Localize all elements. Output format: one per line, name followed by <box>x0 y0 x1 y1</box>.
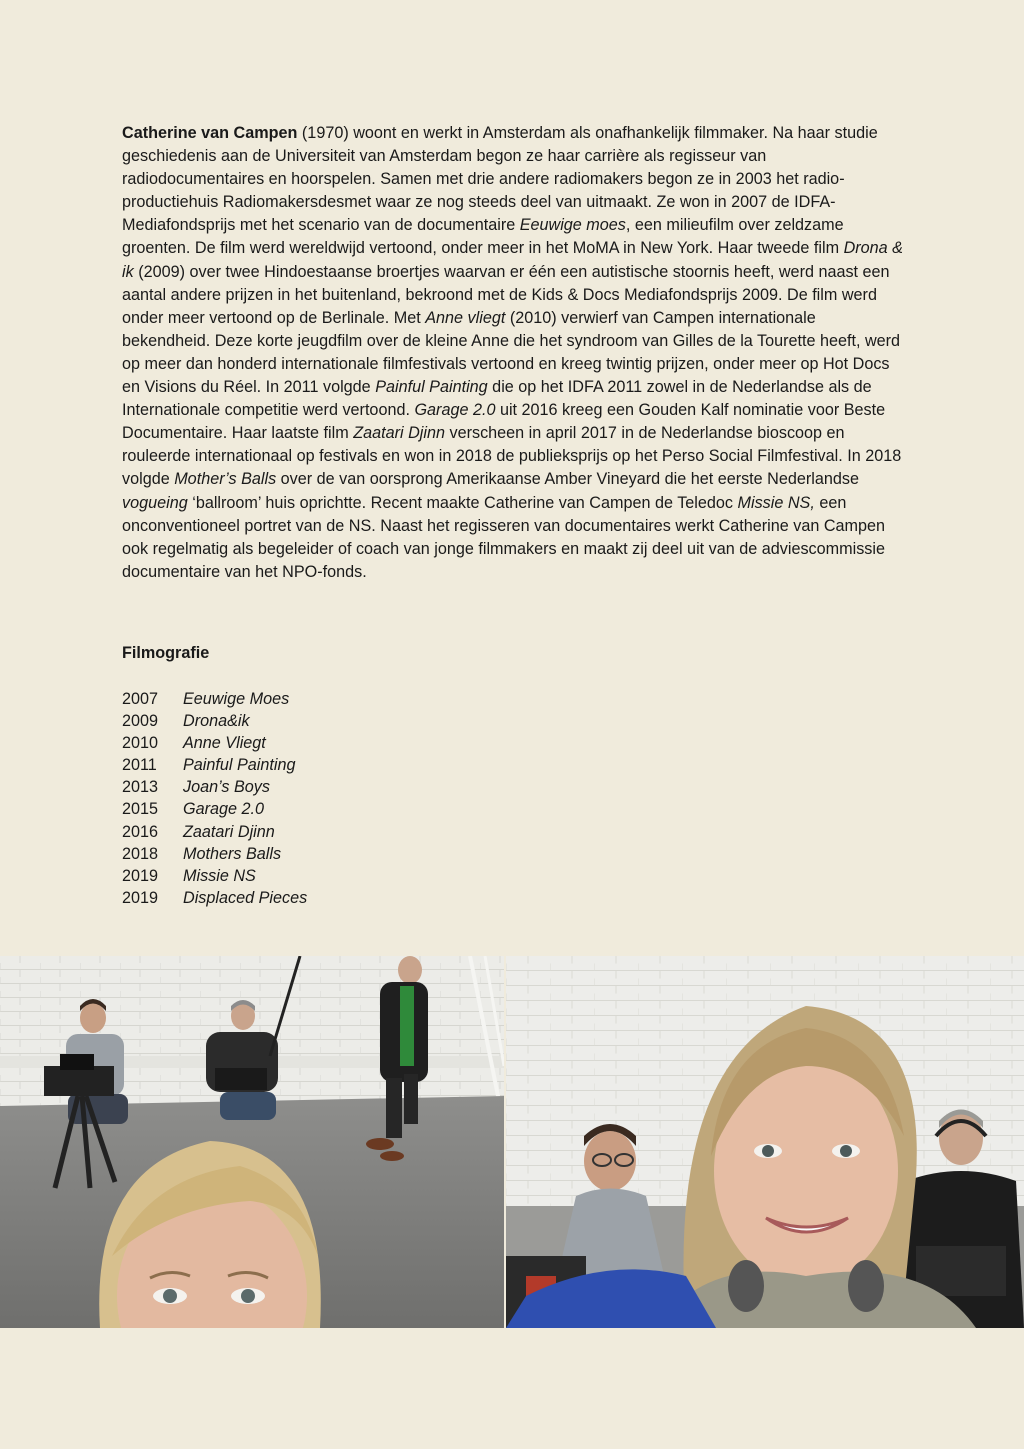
filmography-item <box>122 776 307 798</box>
film-year: 2009 <box>122 712 159 731</box>
film-title: Anne Vliegt <box>183 734 266 753</box>
filmography-item <box>122 754 307 776</box>
bio-film-title: Garage 2.0 <box>414 401 496 420</box>
bio-film-title: Mother’s Balls <box>174 470 277 489</box>
film-title: Joan’s Boys <box>183 778 270 797</box>
bio-film-title: Zaatari Djinn <box>353 424 445 443</box>
photo-film-crew-studio <box>0 956 504 1328</box>
filmography-item <box>122 688 307 710</box>
bio-text-segment: (1970) woont en werkt in Amsterdam als onafhankelijk filmmaker. Na haar studie geschiedenis aan de Universiteit van Amsterdam begon ze haar carrière als regisseur van radiodocumentaires en hoorspelen. Samen met drie andere radiomakers begon ze in 2003 het radio-productiehuis Radiomakersdesmet waar ze nog steeds deel van uitmaakt. Ze won in 2007 de IDFA-Mediafondsprijs met het scenario van de documentaire <box>122 124 878 235</box>
bio-text-segment: uit 2016 kreeg een Gouden Kalf nominatie voor Beste Documentaire. Haar laatste film <box>122 401 886 443</box>
filmography-item <box>122 865 307 887</box>
bio-film-title: Missie NS, <box>737 493 815 512</box>
film-title: Mothers Balls <box>183 844 282 863</box>
bio-text-segment: die op het IDFA 2011 zowel in de Nederlandse als de Internationale competitie werd vertoond. <box>122 378 872 420</box>
filmography-heading: Filmografie <box>122 644 210 662</box>
film-title: Zaatari Djinn <box>183 822 275 841</box>
bio-text-segment: ‘ballroom’ huis oprichtte. Recent maakte Catherine van Campen de Teledoc <box>187 493 738 512</box>
bio-paragraph <box>122 122 907 584</box>
bio-name: Catherine van Campen <box>122 124 298 142</box>
filmography-item <box>122 821 307 843</box>
bio-film-title: Eeuwige moes <box>519 216 626 235</box>
filmography-item <box>122 887 307 909</box>
film-title: Eeuwige Moes <box>183 690 290 708</box>
bio-film-title: Painful Painting <box>375 378 488 397</box>
filmography-item <box>122 710 307 732</box>
filmography-item <box>122 843 307 865</box>
film-title: Painful Painting <box>183 756 296 775</box>
film-title: Displaced Pieces <box>183 888 308 907</box>
bio-text-segment: , een milieufilm over zeldzame groenten. De film werd wereldwijd vertoond, onder meer in het MoMA in New York. Haar tweede film <box>122 216 844 258</box>
filmography-list <box>122 688 307 909</box>
bio-film-title: vogueing <box>122 493 188 512</box>
bio-text <box>122 124 903 581</box>
bio-text-segment: (2009) over twee Hindoestaanse broertjes waarvan er één een autistische stoornis heeft, werd naast een aantal andere prijzen in het buitenland, bekroond met de Kids & Docs Mediafondsprijs 2009. De film werd onder meer vertoond op de Berlinale. Met <box>122 262 890 327</box>
film-title: Missie NS <box>183 866 256 885</box>
bio-text-segment: verscheen in april 2017 in de Nederlandse bioscoop en rouleerde internationaal op festivals en won in 2018 de publieksprijs op het Perso Social Filmfestival. In 2018 volgde <box>122 424 902 489</box>
bio-film-title: Anne vliegt <box>425 308 506 327</box>
bio-text-segment: (2010) verwierf van Campen internationale bekendheid. Deze korte jeugdfilm over de kleine Anne die het syndroom van Gilles de la Tourette heeft, werd op meer dan honderd internationale filmfestivals vertoond en kreeg twintig prijzen, onder meer op Hot Docs en Visions du Réel. In 2011 volgde <box>122 308 901 397</box>
bio-film-title: Drona & ik <box>122 239 903 281</box>
film-year: 2019 <box>122 888 159 907</box>
film-year: 2011 <box>122 756 157 775</box>
film-title: Drona&ik <box>183 712 250 731</box>
film-year: 2018 <box>122 844 159 863</box>
film-year: 2015 <box>122 800 159 819</box>
film-year: 2013 <box>122 778 159 797</box>
film-title: Garage 2.0 <box>183 800 264 819</box>
film-year: 2010 <box>122 734 159 753</box>
bio-text-segment: over de van oorsprong Amerikaanse Amber Vineyard die het eerste Nederlandse <box>276 470 859 489</box>
film-year: 2007 <box>122 690 159 708</box>
photo-crew-selfie <box>506 956 1024 1328</box>
film-year: 2016 <box>122 822 159 841</box>
filmography-item <box>122 798 307 820</box>
bio-text-segment: een onconventioneel portret van de NS. Naast het regisseren van documentaires werkt Catherine van Campen ook regelmatig als begeleider of coach van jonge filmmakers en maakt zij deel uit van de adviescommissie documentaire van het NPO-fonds. <box>122 493 886 581</box>
filmography-item <box>122 732 307 754</box>
film-year: 2019 <box>122 866 159 885</box>
